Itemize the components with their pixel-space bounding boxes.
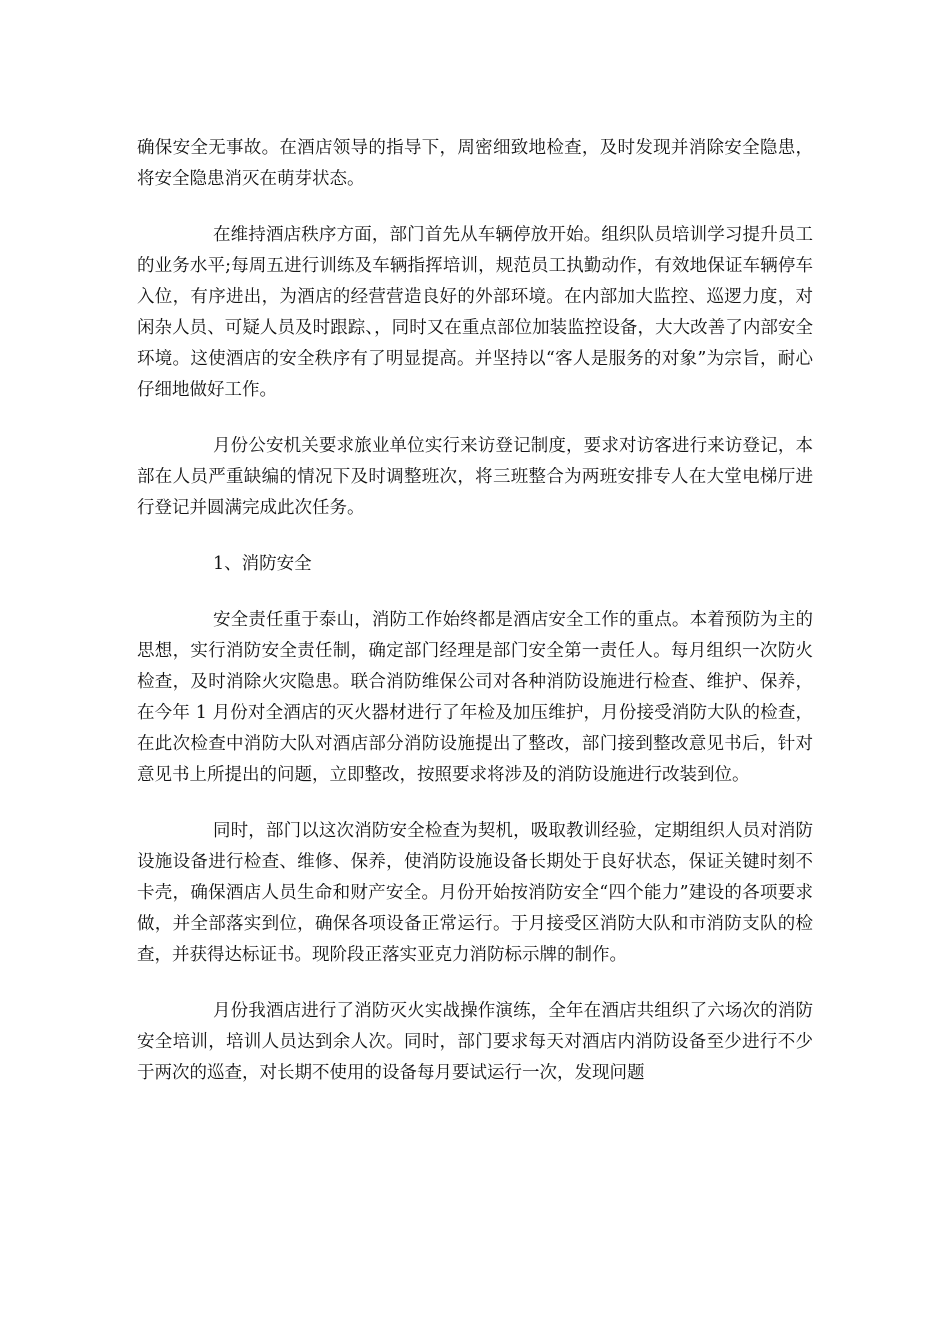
paragraph-1: 确保安全无事故。在酒店领导的指导下，周密细致地检查，及时发现并消除安全隐患，将安全隐患消灭在萌芽状态。 xyxy=(137,138,813,189)
document-body xyxy=(137,133,813,1114)
paragraph-5: 同时，部门以这次消防安全检查为契机，吸取教训经验，定期组织人员对消防设施设备进行检查、维修、保养，使消防设施设备长期处于良好状态，保证关键时刻不卡壳，确保酒店人员生命和财产安全。月份开始按消防安全“四个能力”建设的各项要求做，并全部落实到位，确保各项设备正常运行。于月接受区消防大队和市消防支队的检查，并获得达标证书。现阶段正落实亚克力消防标示牌的制作。 xyxy=(137,821,813,965)
paragraph-2: 在维持酒店秩序方面，部门首先从车辆停放开始。组织队员培训学习提升员工的业务水平;每周五进行训练及车辆指挥培训，规范员工执勤动作，有效地保证车辆停车入位，有序进出，为酒店的经营营造良好的外部环境。在内部加大监控、巡逻力度，对闲杂人员、可疑人员及时跟踪、，同时又在重点部位加装监控设备，大大改善了内部安全环境。这使酒店的安全秩序有了明显提高。并坚持以“客人是服务的对象”为宗旨，耐心仔细地做好工作。 xyxy=(137,225,813,400)
section-heading-fire-safety: 1、消防安全 xyxy=(213,554,312,574)
paragraph-4: 安全责任重于泰山，消防工作始终都是酒店安全工作的重点。本着预防为主的思想，实行消防安全责任制，确定部门经理是部门安全第一责任人。每月组织一次防火检查，及时消除火灾隐患。联合消防维保公司对各种消防设施进行检查、维护、保养，在今年 1 月份对全酒店的灭火器材进行了年检及加压维护，月份接受消防大队的检查，在此次检查中消防大队对酒店部分消防设施提出了整改，部门接到整改意见书后，针对意见书上所提出的问题，立即整改，按照要求将涉及的消防设施进行改装到位。 xyxy=(137,610,813,785)
paragraph-6: 月份我酒店进行了消防灭火实战操作演练，全年在酒店共组织了六场次的消防安全培训，培训人员达到余人次。同时，部门要求每天对酒店内消防设备至少进行不少于两次的巡查，对长期不使用的设备每月要试运行一次，发现问题 xyxy=(137,1001,813,1083)
paragraph-3: 月份公安机关要求旅业单位实行来访登记制度，要求对访客进行来访登记，本部在人员严重缺编的情况下及时调整班次，将三班整合为两班安排专人在大堂电梯厅进行登记并圆满完成此次任务。 xyxy=(137,436,813,518)
